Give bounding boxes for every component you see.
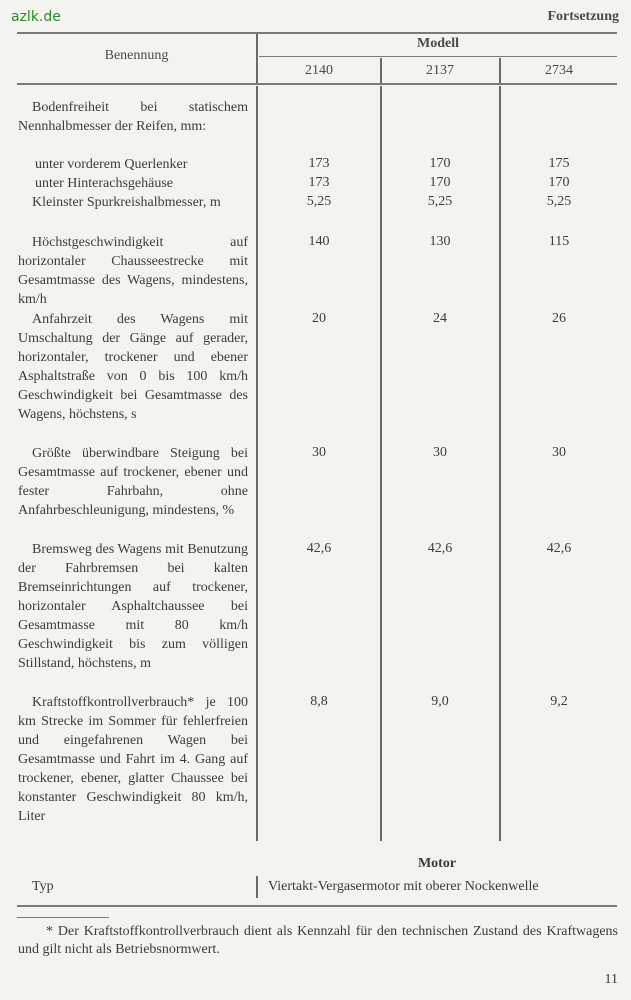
cell-value: 140 (308, 234, 330, 249)
row-label (18, 174, 248, 193)
row-label-text: unter vorderem Querlenker (35, 157, 188, 172)
row-label-text: Bodenfreiheit bei statischem Nennhalbmesser der Reifen, mm: (18, 100, 248, 134)
row-label (18, 98, 248, 136)
row-label (18, 193, 248, 212)
column-header-benennung: Benennung (104, 48, 169, 63)
cell-value: 115 (548, 234, 570, 249)
footnote (18, 923, 618, 959)
cell-value: 5,25 (427, 194, 453, 209)
row-label (18, 540, 248, 673)
row-label-text: Bremsweg des Wagens mit Benutzung der Fahrbremsen bei kalten Bremseinrichtungen auf trockener, horizontaler Asphaltchaussee bei Gesamtmasse mit 80 km/h Geschwindigkeit bis zum völligen Stillstand, höchstens, m (18, 542, 248, 671)
cell-value: 20 (312, 311, 326, 326)
cell-value: 9,0 (431, 694, 449, 709)
typ-divider (256, 876, 258, 898)
page-number: 11 (604, 972, 618, 987)
cell-value: 30 (552, 445, 566, 460)
cell-value: 30 (433, 445, 447, 460)
cell-value: 170 (548, 175, 570, 190)
continued-label: Fortsetzung (547, 9, 619, 24)
cell-value: 173 (308, 175, 330, 190)
typ-value: Viertakt-Vergasermotor mit oberer Nockenwelle (268, 879, 539, 894)
cell-value: 5,25 (546, 194, 572, 209)
cell-value: 170 (429, 156, 451, 171)
cell-value: 130 (429, 234, 451, 249)
cell-value: 170 (429, 175, 451, 190)
cell-value: 9,2 (550, 694, 568, 709)
column-header-model: 2140 (305, 63, 333, 78)
column-header-model: 2734 (545, 63, 573, 78)
row-label (18, 233, 248, 309)
cell-value: 30 (312, 445, 326, 460)
cell-value: 26 (552, 311, 566, 326)
cell-value: 42,6 (546, 541, 572, 556)
cell-value: 24 (433, 311, 447, 326)
row-label-text: Höchstgeschwindigkeit auf horizontaler Chausseestrecke mit Gesamtmasse des Wagens, mindestens, km/h (18, 235, 248, 307)
cell-value: 42,6 (427, 541, 453, 556)
cell-value: 8,8 (310, 694, 328, 709)
cell-value: 42,6 (306, 541, 332, 556)
cell-value: 5,25 (306, 194, 332, 209)
column-header-model: 2137 (426, 63, 454, 78)
row-label (18, 693, 248, 826)
column-header-modell: Modell (417, 36, 459, 51)
row-label (18, 155, 248, 174)
header-bottom-rule (17, 83, 617, 85)
footnote-rule (17, 917, 109, 918)
typ-label: Typ (32, 879, 54, 894)
row-label-text: unter Hinterachsgehäuse (35, 176, 173, 191)
row-label (18, 310, 248, 424)
row-label (18, 444, 248, 520)
section-title-motor: Motor (417, 856, 457, 871)
modell-rule (259, 56, 617, 57)
row-label-text: Anfahrzeit des Wagens mit Umschaltung der Gänge auf gerader, horizontaler, trockener und ebener Asphaltstraße von 0 bis 100 km/h Geschwindigkeit bei Gesamtmasse des Wagens, höchstens, s (18, 312, 248, 422)
cell-value: 173 (308, 156, 330, 171)
watermark: azlk.de (11, 9, 61, 25)
row-label-text: Größte überwindbare Steigung bei Gesamtmasse auf trockener, ebener und fester Fahrbahn, ohne Anfahrbeschleunigung, mindestens, % (18, 446, 248, 518)
footnote-text: * Der Kraftstoffkontrollverbrauch dient als Kennzahl für den technischen Zustand des Kraftwagens und gilt nicht als Betriebsnormwert. (18, 924, 618, 957)
row-label-text: Kleinster Spurkreishalbmesser, m (32, 195, 221, 210)
table-bottom-rule (17, 905, 617, 907)
row-label-text: Kraftstoffkontrollverbrauch* je 100 km Strecke im Sommer für fehlerfreien und eingefahrenen Wagen bei Gesamtmasse und Fahrt im 4. Gang auf trockener, ebener, glatter Chaussee bei konstanter Geschwindigkeit 80 km/h, Liter (18, 695, 248, 824)
table-top-rule (17, 32, 617, 34)
cell-value: 175 (548, 156, 570, 171)
